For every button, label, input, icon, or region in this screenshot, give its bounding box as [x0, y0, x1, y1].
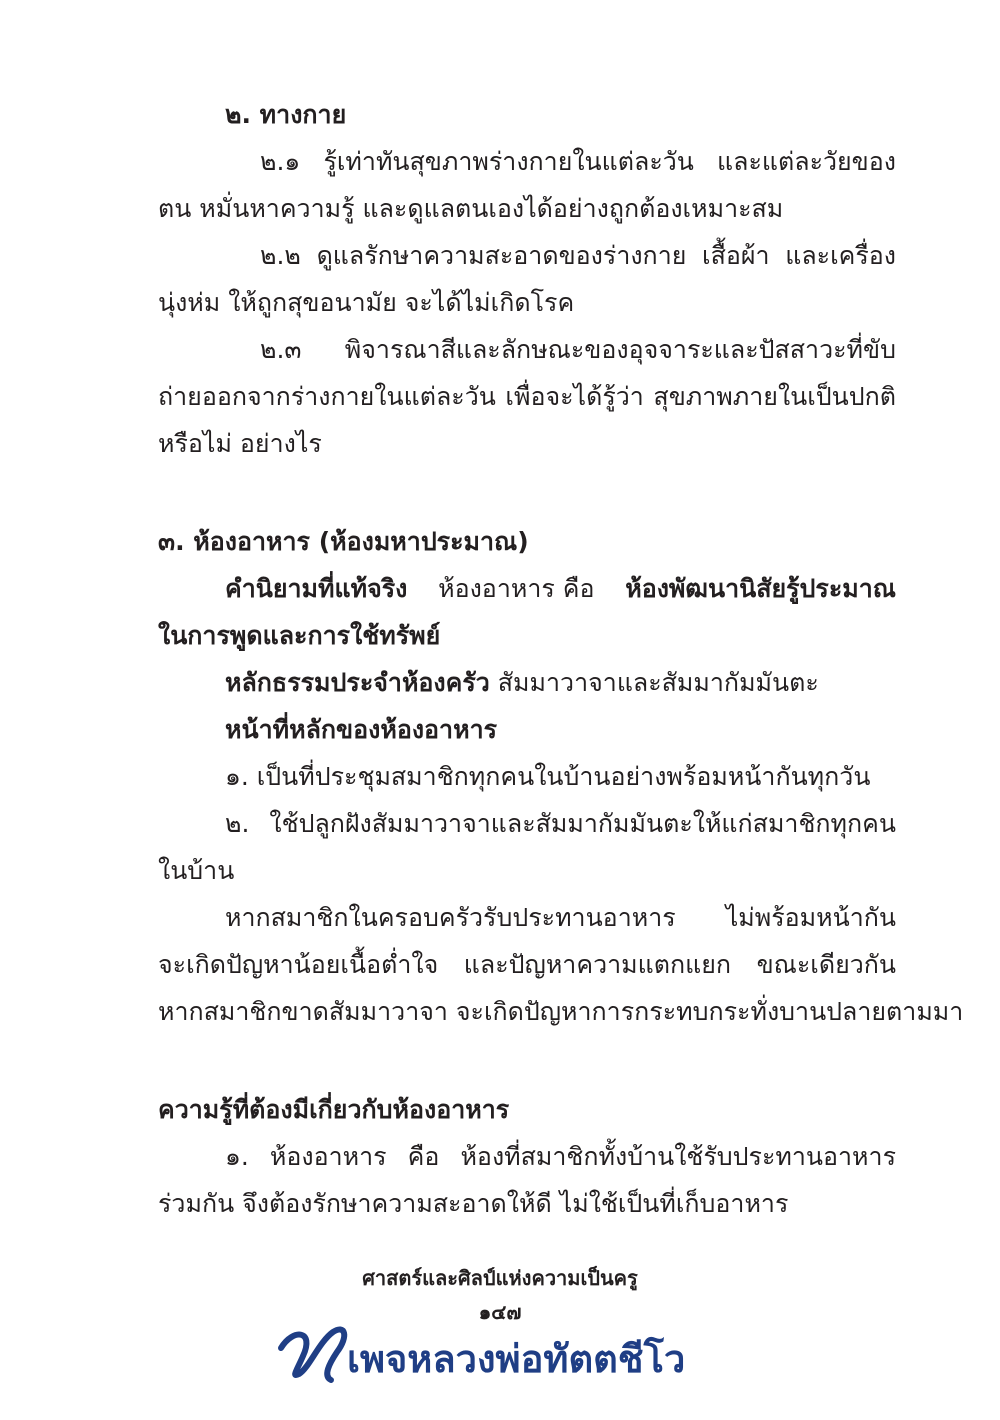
- knowledge-item-1-line-2: ร่วมกัน จึงต้องรักษาความสะอาดให้ดี ไม่ใช้เป็นที่เก็บอาหาร: [158, 1189, 789, 1218]
- principle-label: หลักธรรมประจำห้องครัว: [225, 668, 490, 697]
- paragraph-line-2: จะเกิดปัญหาน้อยเนื้อต่ำใจ และปัญหาความแตกแยก ขณะเดียวกัน: [158, 950, 896, 979]
- duty-heading: หน้าที่หลักของห้องอาหาร: [225, 715, 498, 744]
- definition-label: คำนิยามที่แท้จริง: [225, 574, 408, 603]
- principle-line: [225, 666, 819, 700]
- duty-1: ๑. เป็นที่ประชุมสมาชิกทุกคนในบ้านอย่างพร้อมหน้ากันทุกวัน: [225, 762, 871, 791]
- brand-logo: [275, 1318, 725, 1398]
- section-2-item-1-line-1: ๒.๑ รู้เท่าทันสุขภาพร่างกายในแต่ละวัน และแต่ละวัยของ: [260, 147, 896, 176]
- definition-text: ห้องอาหาร คือ: [438, 574, 595, 603]
- section-2-item-2-line-1: ๒.๒ ดูแลรักษาความสะอาดของร่างกาย เสื้อผ้า และเครื่อง: [260, 241, 896, 270]
- section-2-item-2-line-2: นุ่งห่ม ให้ถูกสุขอนามัย จะได้ไม่เกิดโรค: [158, 288, 575, 317]
- knowledge-item-1-line-1: ๑. ห้องอาหาร คือ ห้องที่สมาชิกทั้งบ้านใช้รับประทานอาหาร: [225, 1142, 896, 1171]
- section-2-item-1-line-2: ตน หมั่นหาความรู้ และดูแลตนเองได้อย่างถูกต้องเหมาะสม: [158, 194, 784, 223]
- section-2-item-3-line-1: ๒.๓ พิจารณาสีและลักษณะของอุจจาระและปัสสาวะที่ขับ: [260, 335, 896, 364]
- paragraph-line-1: หากสมาชิกในครอบครัวรับประทานอาหาร ไม่พร้อมหน้ากัน: [225, 903, 896, 932]
- principle-text: สัมมาวาจาและสัมมากัมมันตะ: [497, 668, 819, 697]
- page-number: ๑๔๗: [478, 1300, 522, 1324]
- duty-2-line-2: ในบ้าน: [158, 856, 235, 885]
- definition-line-2: ในการพูดและการใช้ทรัพย์: [158, 621, 441, 650]
- brand-name: เพจหลวงพ่อทัตตชีโว: [347, 1337, 686, 1381]
- section-2-heading: ๒. ทางกาย: [225, 100, 347, 129]
- knowledge-heading: ความรู้ที่ต้องมีเกี่ยวกับห้องอาหาร: [158, 1095, 510, 1124]
- section-2-item-3-line-3: หรือไม่ อย่างไร: [158, 429, 322, 458]
- definition-line: [225, 572, 896, 606]
- paragraph-line-3: หากสมาชิกขาดสัมมาวาจา จะเกิดปัญหาการกระทบกระทั่งบานปลายตามมา: [158, 997, 964, 1026]
- section-3-heading: ๓. ห้องอาหาร (ห้องมหาประมาณ): [158, 527, 529, 556]
- signature-mark-icon: [275, 1318, 355, 1398]
- definition-term: ห้องพัฒนานิสัยรู้ประมาณ: [625, 574, 896, 603]
- section-2-item-3-line-2: ถ่ายออกจากร่างกายในแต่ละวัน เพื่อจะได้รู้ว่า สุขภาพภายในเป็นปกติ: [158, 382, 896, 411]
- series-title: ศาสตร์และศิลป์แห่งความเป็นครู: [362, 1266, 638, 1290]
- duty-2-line-1: ๒. ใช้ปลูกฝังสัมมาวาจาและสัมมากัมมันตะให้แก่สมาชิกทุกคน: [225, 809, 896, 838]
